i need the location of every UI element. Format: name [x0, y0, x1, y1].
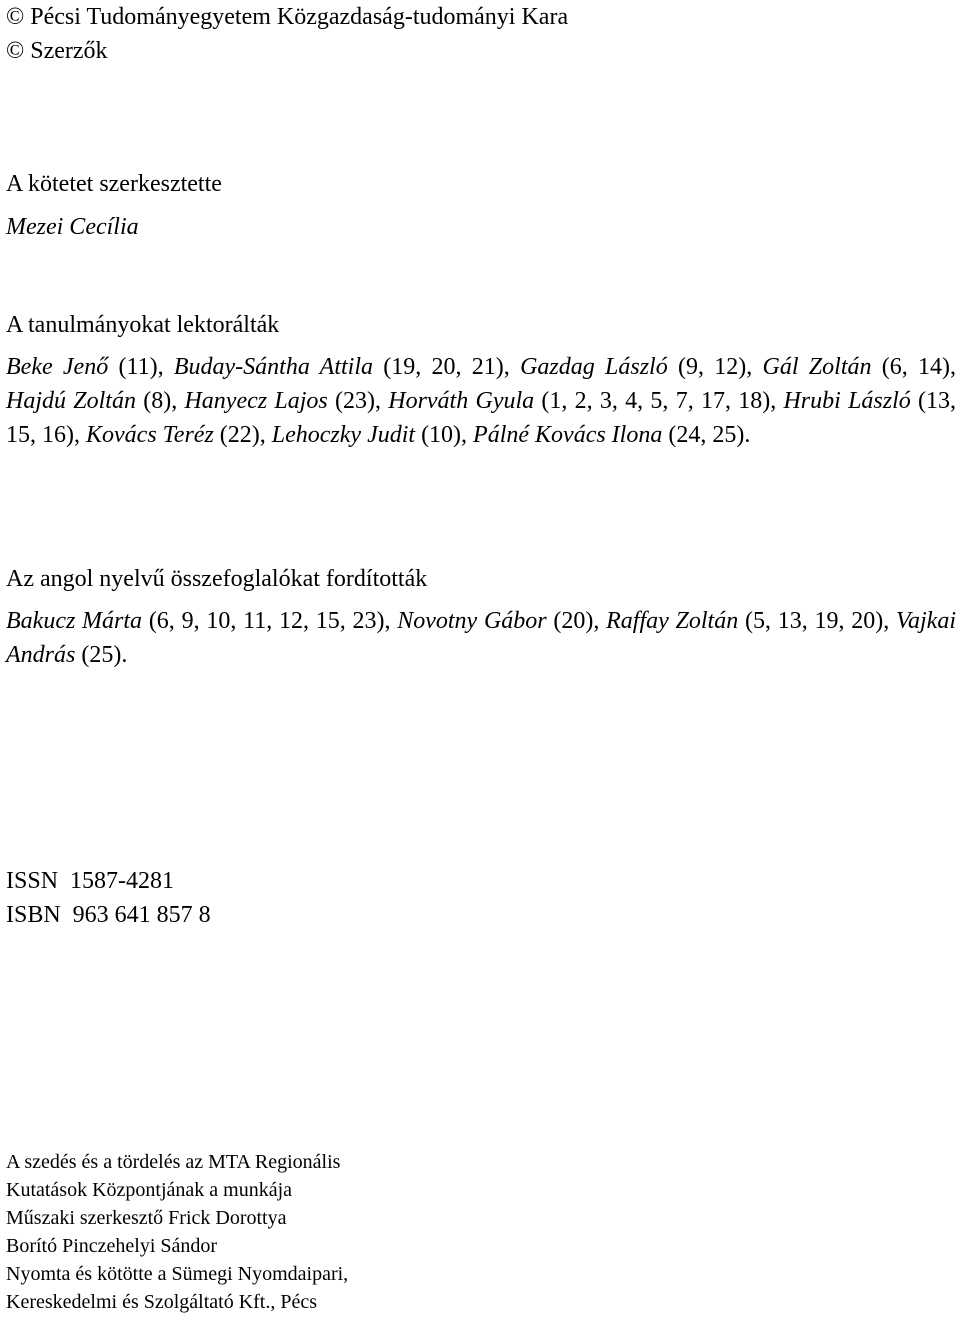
colophon-line: Kutatások Központjának a munkája	[6, 1179, 293, 1201]
reviewer-name: Gál Zoltán	[762, 354, 872, 380]
editor-heading: A kötetet szerkesztette	[6, 171, 222, 197]
translator-pages: (5, 13, 19, 20),	[738, 608, 897, 634]
reviewer-pages: (9, 12),	[667, 354, 763, 380]
translator-name: Novotny Gábor	[397, 608, 547, 634]
colophon-line: Borító Pinczehelyi Sándor	[6, 1235, 218, 1257]
colophon	[6, 1148, 956, 1316]
copyright-line-authors: © Szerzők	[6, 38, 108, 64]
reviewer-pages: (8),	[135, 388, 185, 414]
colophon-line: A szedés és a tördelés az MTA Regionális	[6, 1151, 341, 1173]
translators-heading: Az angol nyelvű összefoglalókat fordították	[6, 566, 428, 592]
publication-identifiers	[6, 864, 956, 932]
reviewer-name: Buday-Sántha Attila	[173, 354, 373, 380]
editor-name: Mezei Cecília	[6, 214, 139, 240]
reviewer-name: Beke Jenő	[6, 354, 109, 380]
translators-list	[6, 604, 956, 672]
reviewer-pages: (19, 20, 21),	[373, 354, 521, 380]
issn-number: ISSN 1587-4281	[6, 868, 175, 894]
colophon-line: Kereskedelmi és Szolgáltató Kft., Pécs	[6, 1291, 318, 1313]
translator-name: Vajkai András	[6, 608, 957, 668]
reviewer-pages: (13, 15, 16),	[6, 388, 957, 448]
translator-pages: (25).	[75, 642, 128, 668]
reviewer-pages: (24, 25).	[662, 422, 751, 448]
copyright-notice	[6, 0, 956, 68]
translator-name: Bakucz Márta	[6, 608, 143, 634]
copyright-line-university: © Pécsi Tudományegyetem Közgazdaság-tudományi Kara	[6, 4, 569, 30]
reviewers-heading: A tanulmányokat lektorálták	[6, 312, 280, 338]
reviewer-name: Hanyecz Lajos	[184, 388, 328, 414]
translator-pages: (20),	[546, 608, 607, 634]
reviewer-pages: (23),	[327, 388, 389, 414]
colophon-line: Műszaki szerkesztő Frick Dorottya	[6, 1207, 287, 1229]
reviewer-name: Gazdag László	[520, 354, 668, 380]
isbn-number: ISBN 963 641 857 8	[6, 902, 211, 928]
reviewer-name: Horváth Gyula	[388, 388, 535, 414]
translator-pages: (6, 9, 10, 11, 12, 15, 23),	[142, 608, 398, 634]
reviewer-name: Hajdú Zoltán	[6, 388, 136, 414]
reviewer-pages: (10),	[415, 422, 474, 448]
translator-name: Raffay Zoltán	[606, 608, 739, 634]
reviewer-pages: (1, 2, 3, 4, 5, 7, 17, 18),	[534, 388, 784, 414]
reviewer-pages: (6, 14),	[871, 354, 957, 380]
reviewers-list	[6, 350, 956, 452]
colophon-line: Nyomta és kötötte a Sümegi Nyomdaipari,	[6, 1263, 349, 1285]
reviewer-name: Lehoczky Judit	[271, 422, 416, 448]
reviewer-pages: (22),	[213, 422, 272, 448]
reviewer-name: Pálné Kovács Ilona	[473, 422, 663, 448]
reviewer-name: Hrubi László	[783, 388, 911, 414]
reviewer-pages: (11),	[108, 354, 174, 380]
reviewer-name: Kovács Teréz	[86, 422, 214, 448]
